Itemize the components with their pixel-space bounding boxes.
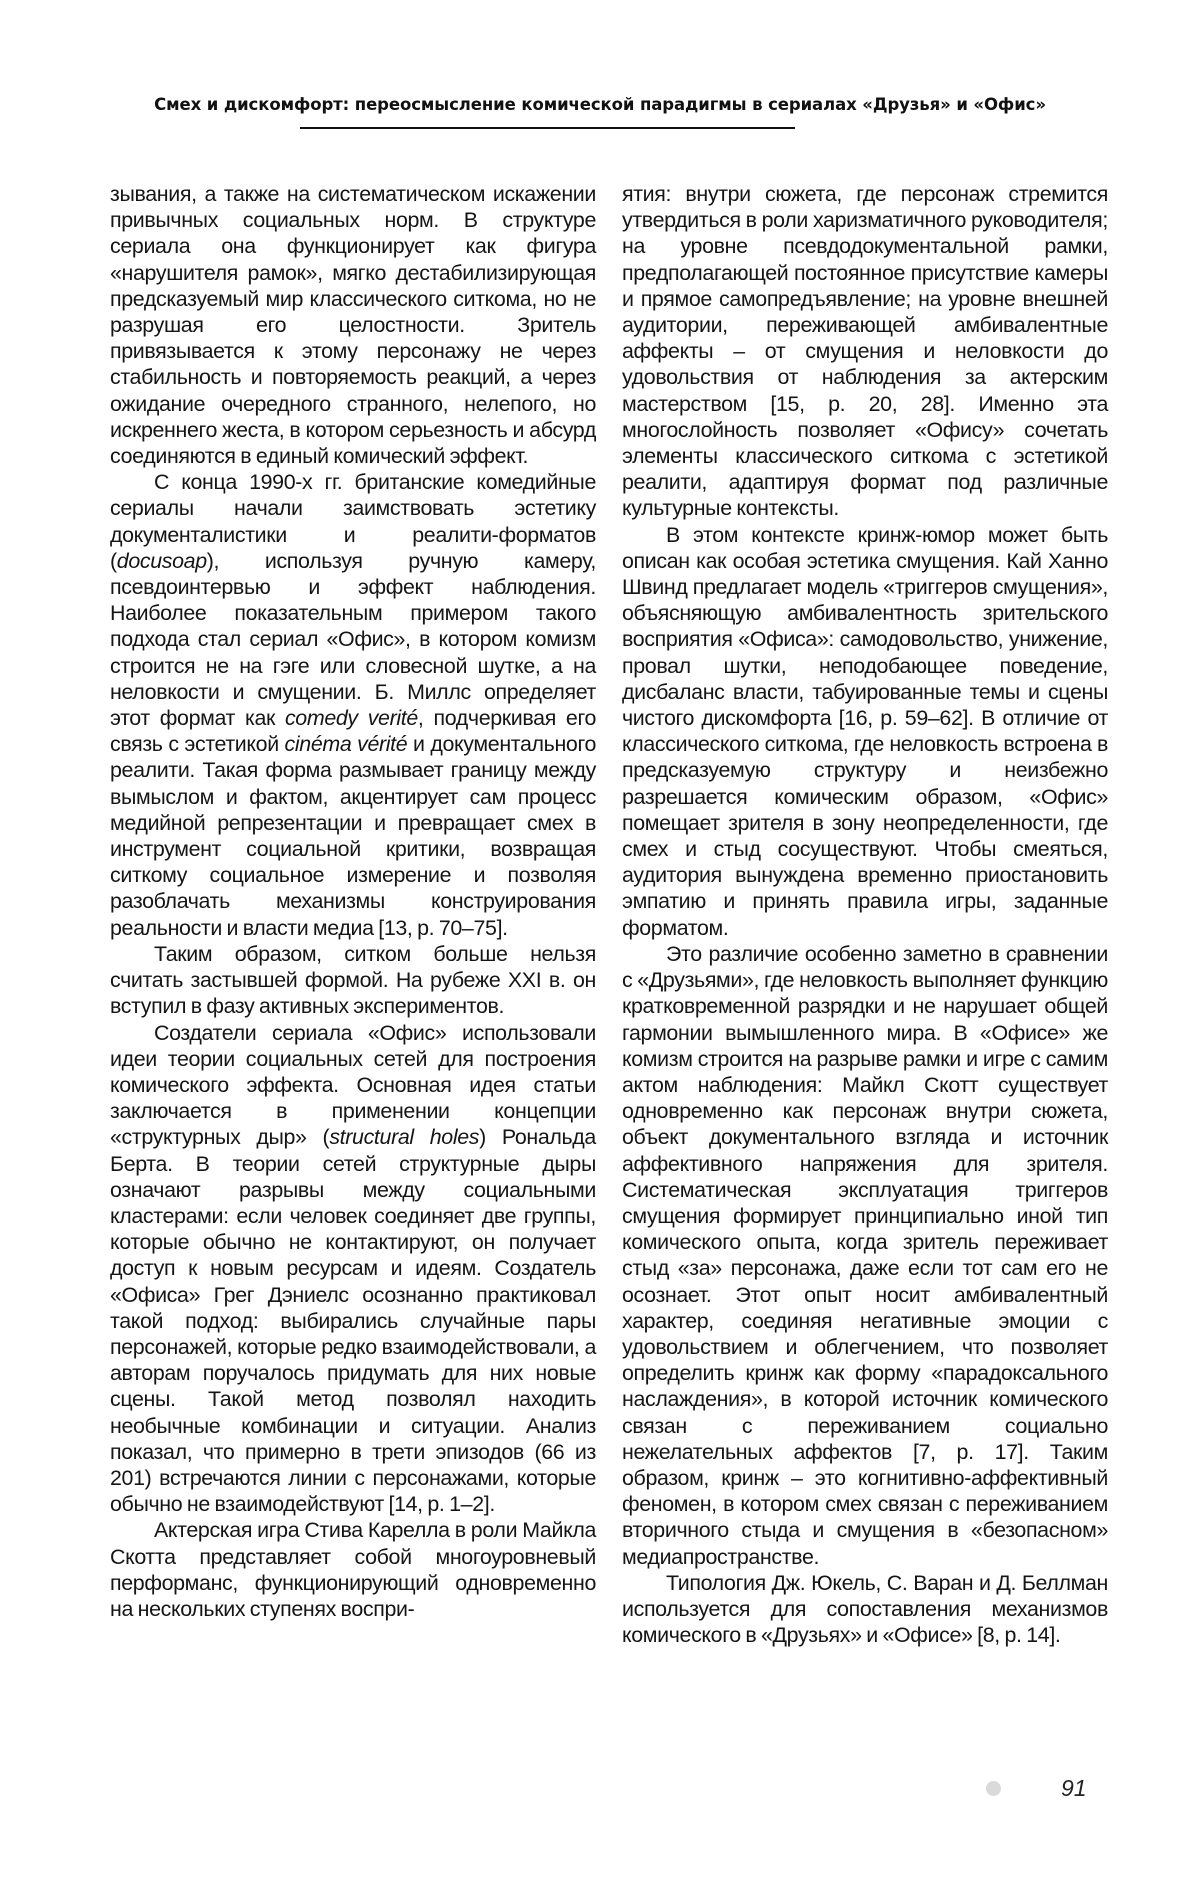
text-run: ), используя ручную камеру, псевдоинтервью и эффект наблюдения. Наиболее показательным примером такого подхода стал сериал «Офис», в котором комизм строится не на гэге или словесной шутке, а на неловкости и смущении. Б. Миллс определяет этот формат как <box>110 548 596 731</box>
text-run: С конца 1990-х гг. британские комедийные сериалы начали заимствовать эстетику документалистики и реалити-форматов ( <box>110 470 596 573</box>
header-rule <box>300 127 795 129</box>
left-paragraph-3: Таким образом, ситком больше нельзя считать застывшей формой. На рубеже XXI в. он вступил в фазу активных экспериментов. <box>110 941 596 1019</box>
italic-term-comedy-verite: comedy verité <box>284 706 418 731</box>
right-paragraph-3: Это различие особенно заметно в сравнении с «Друзьями», где неловкость выполняет функцию кратковременной разрядки и не нарушает общей гармонии вымышленного мира. В «Офисе» же комизм строится на разрыве рамки и игре с самим актом наблюдения: Майкл Скотт существует одновременно как персонаж внутри сюжета, объект документального взгляда и источник аффективного напряжения для зрителя. Систематическая эксплуатация триггеров смущения формирует принципиально иной тип комического опыта, когда зритель переживает стыд «за» персонажа, даже если тот сам его не осознает. Этот опыт носит амбивалентный характер, соединяя негативные эмоции с удовольствием и облегчением, что позволяет определить кринж как форму «парадоксального наслаждения», в которой источник комического связан с переживанием социально нежелательных аффектов [7, p. 17]. Таким образом, кринж – это когнитивно-аффективный феномен, в котором смех связан с переживанием вторичного стыда и смущения в «безопасном» медиапространстве. <box>622 941 1108 1569</box>
page-dot-ornament <box>986 1781 1001 1796</box>
left-paragraph-2 <box>110 469 596 941</box>
text-run: Создатели сериала «Офис» использовали идеи теории социальных сетей для построения комического эффекта. Основная идея статьи заключается в применении концепции «структурных дыр» ( <box>110 1020 596 1150</box>
page-number: 91 <box>1061 1775 1087 1801</box>
left-paragraph-5: Актерская игра Стива Карелла в роли Майкла Скотта представляет собой многоуровневый перформанс, функционирующий одновременно на нескольких ступенях воспри- <box>110 1518 596 1621</box>
text-run: ) Рональда Берта. В теории сетей структурные дыры означают разрывы между социальными кластерами: если человек соединяет две группы, которые обычно не контактируют, он получает доступ к новым ресурсам и идеям. Создатель «Офиса» Грег Дэниелс осознанно практиковал такой подход: выбирались случайные пары персонажей, которые редко взаимодействовали, а авторам поручалось придумать для них новые сцены. Такой метод позволял находить необычные комбинации и ситуации. Анализ показал, что примерно в трети эпизодов (66 из 201) встречаются линии с персонажами, которые обычно не взаимодействуют [14, p. 1–2]. <box>110 1125 596 1517</box>
text-run: и документального реалити. Такая форма размывает границу между вымыслом и фактом, акцентирует сам процесс медийной репрезентации и превращает смех в инструмент социальной критики, возвращая ситкому социальное измерение и позволяя разоблачать механизмы конструирования реальности и власти медиа [13, p. 70–75]. <box>110 732 596 940</box>
text-run: , подчеркивая его связь с эстетикой <box>110 706 596 757</box>
right-paragraph-4: Типология Дж. Юкель, С. Варан и Д. Беллман используется для сопоставления механизмов комического в «Друзьях» и «Офисе» [8, p. 14]. <box>622 1570 1108 1648</box>
right-paragraph-1: ятия: внутри сюжета, где персонаж стремится утвердиться в роли харизматичного руководителя; на уровне псевдодокументальной рамки, предполагающей постоянное присутствие камеры и прямое самопредъявление; на уровне внешней аудитории, переживающей амбивалентные аффекты – от смущения и неловкости до удовольствия от наблюдения за актерским мастерством [15, p. 20, 28]. Именно эта многослойность позволяет «Офису» сочетать элементы классического ситкома с эстетикой реалити, адаптируя формат под различные культурные контексты. <box>622 182 1108 521</box>
right-paragraph-2: В этом контексте кринж-юмор может быть описан как особая эстетика смущения. Кай Ханно Швинд предлагает модель «триггеров смущения», объясняющую амбивалентность зрительского восприятия «Офиса»: самодовольство, унижение, провал шутки, неподобающее поведение, дисбаланс власти, табуированные темы и сцены чистого дискомфорта [16, p. 59–62]. В отличие от классического ситкома, где неловкость встроена в предсказуемую структуру и неизбежно разрешается комическим образом, «Офис» помещает зрителя в зону неопределенности, где смех и стыд сосуществуют. Чтобы смеяться, аудитория вынуждена временно приостановить эмпатию и принять правила игры, заданные форматом. <box>622 522 1108 940</box>
italic-term-cinema-verite: cinéma vérité <box>284 732 408 757</box>
left-paragraph-1: зывания, а также на систематическом искажении привычных социальных норм. В структуре сериала она функционирует как фигура «нарушителя рамок», мягко дестабилизирующая предсказуемый мир классического ситкома, но не разрушая его целостности. Зритель привязывается к этому персонажу не через стабильность и повторяемость реакций, а через ожидание очередного странного, нелепого, но искреннего жеста, в котором серьезность и абсурд соединяются в единый комический эффект. <box>110 182 596 469</box>
left-column <box>110 181 596 1622</box>
left-paragraph-4 <box>110 1020 596 1518</box>
italic-term-docusoap: docusoap <box>116 548 207 573</box>
running-head-title: Смех и дискомфорт: переосмысление комической парадигмы в сериалах «Друзья» и «Офис» <box>154 95 1046 114</box>
right-column <box>622 181 1108 1648</box>
italic-term-structural-holes: structural holes <box>329 1125 480 1150</box>
